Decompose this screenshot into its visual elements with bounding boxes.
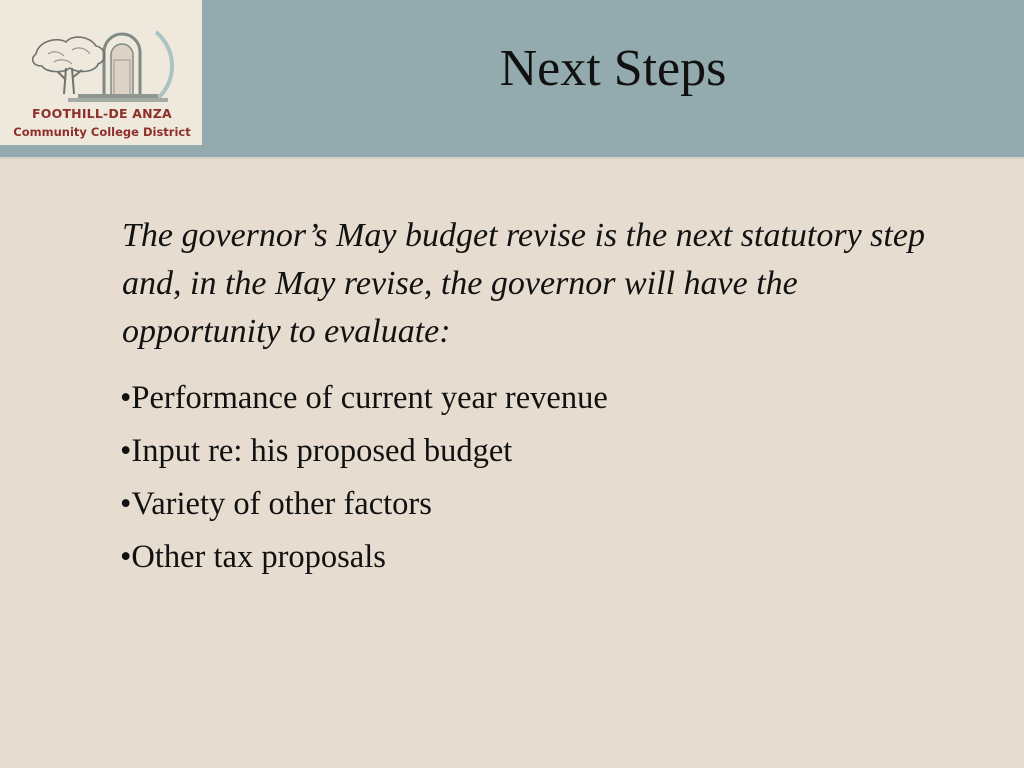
- bullet-item: •Other tax proposals: [120, 539, 386, 575]
- slide-title: Next Steps: [499, 40, 727, 97]
- logo-district-subtitle: Community College District: [13, 125, 191, 139]
- bullet-list: [120, 376, 940, 588]
- bullet-item: •Input re: his proposed budget: [120, 433, 513, 469]
- district-logo: [0, 0, 202, 145]
- bullet-item: •Performance of current year revenue: [120, 380, 608, 416]
- tree-and-arch-logo-icon: [8, 10, 194, 105]
- bullet-item: •Variety of other factors: [120, 486, 432, 522]
- intro-paragraph: The governor’s May budget revise is the next statutory step and, in the May revise, the governor will have the opportunity to evaluate:: [122, 217, 925, 350]
- logo-district-name: FOOTHILL-DE ANZA: [32, 106, 172, 121]
